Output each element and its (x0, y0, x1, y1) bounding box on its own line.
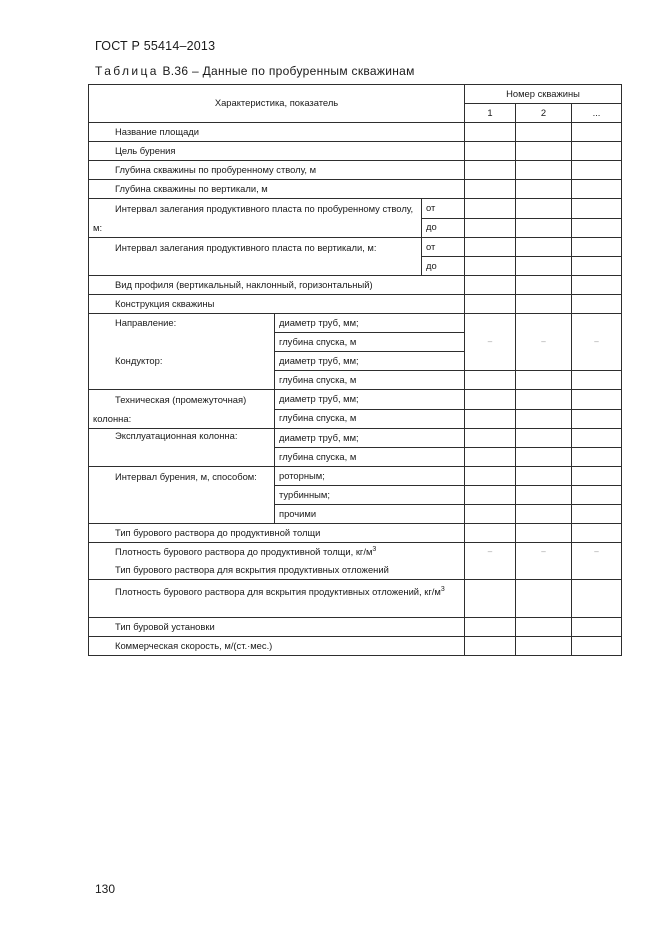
table-cell (465, 409, 516, 429)
table-cell (89, 371, 275, 390)
table-cell (572, 467, 622, 486)
table-cell (465, 580, 516, 618)
table-cell (465, 637, 516, 656)
table-caption-word: Таблица (95, 64, 159, 78)
table-cell (516, 448, 572, 467)
row-sublabel: глубина спуска, м (275, 448, 465, 467)
table-cell (465, 199, 516, 219)
row-label: Глубина скважины по пробуренному стволу, м (89, 161, 465, 180)
table-cell (465, 142, 516, 161)
table-cell (572, 371, 622, 390)
row-label: Тип буровой установки (89, 618, 465, 637)
table-cell (572, 352, 622, 371)
table-row (89, 333, 622, 352)
row-sublabel: глубина спуска, м (275, 409, 465, 429)
row-sublabel: роторным; (275, 467, 465, 486)
blank-mark: – (465, 333, 516, 352)
drilled-wells-table (88, 84, 622, 656)
header-well-number: Номер скважины (465, 85, 622, 104)
table-cell (572, 448, 622, 467)
table-cell (465, 524, 516, 543)
table-cell (516, 180, 572, 199)
table-cell (572, 314, 622, 333)
table-cell (572, 180, 622, 199)
table-header-row (89, 85, 622, 104)
table-cell (516, 314, 572, 333)
table-cell (572, 409, 622, 429)
table-caption (95, 64, 415, 78)
table-row (89, 123, 622, 142)
table-row (89, 580, 622, 618)
table-cell (572, 505, 622, 524)
table-cell (516, 618, 572, 637)
row-label: Направление: (89, 314, 275, 333)
table-cell (572, 486, 622, 505)
row-label: Интервал залегания продуктивного пласта по пробуренному стволу, м: (89, 199, 422, 238)
table-row (89, 371, 622, 390)
row-label: Вид профиля (вертикальный, наклонный, горизонтальный) (89, 276, 465, 295)
table-row (89, 161, 622, 180)
table-cell (572, 218, 622, 238)
row-sublabel: диаметр труб, мм; (275, 390, 465, 410)
row-label: Техническая (промежуточная) колонна: (89, 390, 275, 429)
table-cell (572, 618, 622, 637)
row-sublabel: турбинным; (275, 486, 465, 505)
row-label: Тип бурового раствора до продуктивной толщи (89, 524, 465, 543)
table-row (89, 390, 622, 410)
table-cell (465, 561, 516, 580)
blank-mark: – (516, 543, 572, 562)
table-cell (465, 390, 516, 410)
table-cell (465, 486, 516, 505)
table-cell (572, 161, 622, 180)
table-cell (572, 276, 622, 295)
table-cell (572, 390, 622, 410)
table-cell (516, 238, 572, 257)
row-label: Конструкция скважины (89, 295, 465, 314)
table-row (89, 524, 622, 543)
table-cell (465, 352, 516, 371)
table-cell (465, 618, 516, 637)
table-row (89, 238, 622, 257)
table-cell (516, 161, 572, 180)
table-cell (465, 123, 516, 142)
row-label (89, 543, 465, 562)
table-cell (516, 371, 572, 390)
table-cell (465, 505, 516, 524)
row-label: Эксплуатационная колонна: (89, 429, 275, 467)
table-cell (572, 142, 622, 161)
table-cell (572, 524, 622, 543)
row-label: Коммерческая скорость, м/(ст.·мес.) (89, 637, 465, 656)
row-label: Кондуктор: (89, 352, 275, 371)
table-cell (516, 486, 572, 505)
row-label: Тип бурового раствора для вскрытия продуктивных отложений (89, 561, 465, 580)
table-cell (465, 371, 516, 390)
table-cell (465, 238, 516, 257)
table-cell (516, 257, 572, 276)
table-row (89, 467, 622, 486)
superscript-cube: 3 (372, 546, 377, 554)
table-row (89, 142, 622, 161)
table-cell (516, 505, 572, 524)
row-label: Интервал бурения, м, способом: (89, 467, 275, 524)
table-cell (465, 180, 516, 199)
row-label-text: Плотность бурового раствора для вскрытия продуктивных отложений, кг/м (115, 586, 441, 598)
table-row (89, 276, 622, 295)
table-cell (516, 123, 572, 142)
table-cell (572, 580, 622, 618)
table-cell (516, 142, 572, 161)
header-characteristic: Характеристика, показатель (89, 85, 465, 123)
table-row (89, 618, 622, 637)
row-label-text: Плотность бурового раствора до продуктивной толщи, кг/м (115, 546, 373, 558)
row-sublabel: диаметр труб, мм; (275, 352, 465, 371)
table-row (89, 314, 622, 333)
blank-mark: – (465, 543, 516, 562)
table-cell (465, 161, 516, 180)
table-row (89, 199, 622, 219)
table-cell (465, 467, 516, 486)
table-row (89, 561, 622, 580)
row-sublabel-to: до (422, 257, 465, 276)
table-cell (516, 524, 572, 543)
table-cell (516, 561, 572, 580)
table-cell (572, 199, 622, 219)
row-sublabel: диаметр труб, мм; (275, 429, 465, 448)
table-cell (465, 448, 516, 467)
blank-mark: – (516, 333, 572, 352)
row-sublabel: глубина спуска, м (275, 371, 465, 390)
superscript-cube: 3 (440, 586, 445, 593)
table-cell (572, 123, 622, 142)
row-sublabel: прочими (275, 505, 465, 524)
table-row (89, 637, 622, 656)
table-cell (516, 580, 572, 618)
page-number: 130 (95, 882, 116, 896)
table-cell (572, 429, 622, 448)
standard-number: ГОСТ Р 55414–2013 (95, 39, 216, 53)
table-cell (516, 199, 572, 219)
table-cell (516, 429, 572, 448)
table-cell (465, 314, 516, 333)
table-cell (465, 295, 516, 314)
header-well-more: ... (572, 104, 622, 123)
row-label: Глубина скважины по вертикали, м (89, 180, 465, 199)
table-row (89, 429, 622, 448)
blank-mark: – (572, 333, 622, 352)
header-well-1: 1 (465, 104, 516, 123)
table-cell (516, 409, 572, 429)
row-label: Цель бурения (89, 142, 465, 161)
table-row (89, 180, 622, 199)
table-cell (89, 333, 275, 352)
table-cell (465, 257, 516, 276)
table-cell (572, 561, 622, 580)
row-sublabel-from: от (422, 199, 465, 219)
table-cell (572, 295, 622, 314)
row-sublabel: диаметр труб, мм; (275, 314, 465, 333)
table-cell (516, 218, 572, 238)
row-sublabel-from: от (422, 238, 465, 257)
blank-mark: – (572, 543, 622, 562)
table-cell (572, 238, 622, 257)
table-cell (516, 390, 572, 410)
table-row (89, 295, 622, 314)
table-cell (572, 257, 622, 276)
table-cell (516, 295, 572, 314)
row-sublabel-to: до (422, 218, 465, 238)
table-cell (465, 429, 516, 448)
row-label (89, 580, 465, 618)
table-row (89, 543, 622, 562)
table-cell (516, 467, 572, 486)
table-cell (516, 352, 572, 371)
table-row (89, 352, 622, 371)
table-cell (465, 276, 516, 295)
row-label: Интервал залегания продуктивного пласта по вертикали, м: (89, 238, 422, 276)
table-cell (465, 218, 516, 238)
header-well-2: 2 (516, 104, 572, 123)
table-cell (516, 637, 572, 656)
row-sublabel: глубина спуска, м (275, 333, 465, 352)
table-cell (516, 276, 572, 295)
table-cell (572, 637, 622, 656)
table-caption-text: В.36 – Данные по пробуренным скважинам (158, 64, 415, 78)
row-label: Название площади (89, 123, 465, 142)
